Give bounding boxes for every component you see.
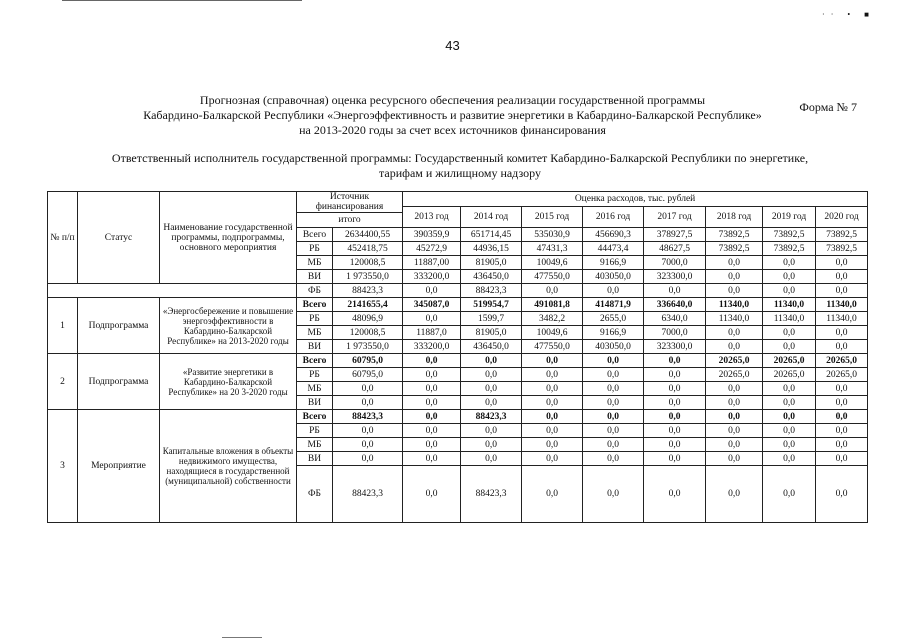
total-cell: 2141655,4 [333, 298, 403, 312]
responsible-line: Ответственный исполнитель государственной программы: Государственный комитет Кабардино-Балкарской Республики по энергетике, [111, 151, 809, 165]
year-value-cell: 0,0 [522, 396, 583, 410]
year-value-cell: 0,0 [816, 382, 868, 396]
year-value-cell: 20265,0 [706, 368, 763, 382]
year-value-cell: 323300,0 [644, 270, 706, 284]
section-name: «Развитие энергетики в Кабардино-Балкарской Республике» на 20 3-2020 годы [160, 354, 297, 410]
year-value-cell: 323300,0 [644, 340, 706, 354]
year-value-cell: 0,0 [816, 284, 868, 298]
year-value-cell: 0,0 [816, 396, 868, 410]
source-cell: Всего [297, 228, 333, 242]
year-value-cell: 20265,0 [706, 354, 763, 368]
year-value-cell: 0,0 [403, 452, 461, 466]
year-value-cell: 0,0 [461, 438, 522, 452]
title-line: Кабардино-Балкарской Республики «Энергоэффективность и развитие энергетики в Кабардино-Балкарской Республике» [143, 108, 762, 122]
total-cell: 60795,0 [333, 368, 403, 382]
year-value-cell: 45272,9 [403, 242, 461, 256]
year-value-cell: 0,0 [816, 340, 868, 354]
year-value-cell: 44473,4 [583, 242, 644, 256]
year-value-cell: 0,0 [403, 410, 461, 424]
year-value-cell: 0,0 [403, 438, 461, 452]
year-value-cell: 0,0 [763, 256, 816, 270]
form-label: Форма № 7 [799, 100, 857, 114]
year-value-cell: 491081,8 [522, 298, 583, 312]
year-value-cell: 11340,0 [706, 298, 763, 312]
year-header: 2020 год [816, 207, 868, 228]
year-value-cell: 11340,0 [763, 312, 816, 326]
year-value-cell: 0,0 [706, 424, 763, 438]
year-value-cell: 0,0 [816, 452, 868, 466]
year-value-cell: 0,0 [583, 354, 644, 368]
header-estimate: Оценка расходов, тыс. рублей [403, 192, 868, 207]
year-value-cell: 0,0 [763, 270, 816, 284]
year-value-cell: 0,0 [706, 438, 763, 452]
year-value-cell: 0,0 [522, 452, 583, 466]
title-line: Прогнозная (справочная) оценка ресурсного обеспечения реализации государственной программы [199, 93, 706, 107]
year-value-cell: 6340,0 [644, 312, 706, 326]
year-value-cell: 20265,0 [816, 354, 868, 368]
year-value-cell: 0,0 [706, 326, 763, 340]
year-value-cell: 0,0 [816, 326, 868, 340]
total-cell: 0,0 [333, 438, 403, 452]
year-value-cell: 10049,6 [522, 326, 583, 340]
source-cell: РБ [297, 368, 333, 382]
source-cell: МБ [297, 382, 333, 396]
source-cell: МБ [297, 438, 333, 452]
resource-table [47, 191, 868, 523]
year-value-cell: 11340,0 [706, 312, 763, 326]
year-value-cell: 456690,3 [583, 228, 644, 242]
year-value-cell: 48627,5 [644, 242, 706, 256]
total-cell: 88423,3 [333, 466, 403, 523]
total-cell: 60795,0 [333, 354, 403, 368]
year-value-cell: 0,0 [583, 452, 644, 466]
scan-edge-mark [62, 0, 302, 3]
year-value-cell: 0,0 [522, 466, 583, 523]
total-cell: 0,0 [333, 424, 403, 438]
year-value-cell: 0,0 [706, 340, 763, 354]
year-value-cell: 9166,9 [583, 326, 644, 340]
year-value-cell: 390359,9 [403, 228, 461, 242]
year-value-cell: 0,0 [816, 438, 868, 452]
year-value-cell: 0,0 [644, 424, 706, 438]
year-value-cell: 0,0 [522, 438, 583, 452]
year-value-cell: 11887,00 [403, 256, 461, 270]
source-cell: Всего [297, 354, 333, 368]
year-value-cell: 403050,0 [583, 270, 644, 284]
year-value-cell: 0,0 [706, 256, 763, 270]
year-value-cell: 88423,3 [461, 410, 522, 424]
year-header: 2015 год [522, 207, 583, 228]
year-value-cell: 535030,9 [522, 228, 583, 242]
year-value-cell: 7000,0 [644, 326, 706, 340]
year-value-cell: 0,0 [403, 312, 461, 326]
year-value-cell: 20265,0 [816, 368, 868, 382]
year-header: 2018 год [706, 207, 763, 228]
total-cell: 88423,3 [333, 410, 403, 424]
header-source: Источник финансирования [297, 192, 403, 213]
year-value-cell: 0,0 [403, 284, 461, 298]
source-cell: МБ [297, 256, 333, 270]
year-value-cell: 2655,0 [583, 312, 644, 326]
year-value-cell: 0,0 [644, 452, 706, 466]
year-value-cell: 0,0 [763, 340, 816, 354]
total-cell: 88423,3 [333, 284, 403, 298]
year-value-cell: 0,0 [583, 410, 644, 424]
year-value-cell: 0,0 [522, 284, 583, 298]
year-header: 2017 год [644, 207, 706, 228]
year-value-cell: 0,0 [763, 382, 816, 396]
source-cell: ФБ [297, 284, 333, 298]
source-cell: МБ [297, 326, 333, 340]
total-cell: 120008,5 [333, 256, 403, 270]
year-value-cell: 9166,9 [583, 256, 644, 270]
year-value-cell: 0,0 [763, 466, 816, 523]
year-value-cell: 0,0 [403, 354, 461, 368]
document-title [100, 93, 805, 138]
year-value-cell: 44936,15 [461, 242, 522, 256]
year-header: 2014 год [461, 207, 522, 228]
year-value-cell: 0,0 [461, 424, 522, 438]
year-value-cell: 0,0 [522, 354, 583, 368]
year-value-cell: 333200,0 [403, 270, 461, 284]
year-value-cell: 0,0 [816, 424, 868, 438]
year-value-cell: 3482,2 [522, 312, 583, 326]
total-cell: 120008,5 [333, 326, 403, 340]
year-value-cell: 0,0 [522, 368, 583, 382]
year-value-cell: 0,0 [522, 410, 583, 424]
year-value-cell: 477550,0 [522, 270, 583, 284]
year-value-cell: 0,0 [706, 382, 763, 396]
scan-footer-mark [222, 637, 262, 638]
year-value-cell: 0,0 [583, 424, 644, 438]
year-header: 2019 год [763, 207, 816, 228]
year-value-cell: 0,0 [706, 466, 763, 523]
section-name: Капитальные вложения в объекты недвижимого имущества, находящиеся в государственной (муниципальной) собственности [160, 410, 297, 523]
year-value-cell: 0,0 [583, 438, 644, 452]
year-value-cell: 436450,0 [461, 270, 522, 284]
year-value-cell: 81905,0 [461, 256, 522, 270]
year-value-cell: 0,0 [763, 424, 816, 438]
year-value-cell: 0,0 [816, 466, 868, 523]
header-status: Статус [78, 192, 160, 284]
year-value-cell: 0,0 [763, 326, 816, 340]
year-value-cell: 88423,3 [461, 284, 522, 298]
scan-corner-marks: ·· • ■ [822, 10, 875, 19]
year-value-cell: 0,0 [763, 438, 816, 452]
year-value-cell: 73892,5 [763, 242, 816, 256]
section-num: 2 [48, 354, 78, 410]
year-value-cell: 336640,0 [644, 298, 706, 312]
table-row [48, 354, 868, 368]
year-value-cell: 0,0 [816, 256, 868, 270]
total-cell: 0,0 [333, 396, 403, 410]
year-value-cell: 1599,7 [461, 312, 522, 326]
section-num: 1 [48, 298, 78, 354]
section-name: «Энергосбережение и повышение энергоэффективности в Кабардино-Балкарской Республике» на 2013-2020 годы [160, 298, 297, 354]
year-value-cell: 0,0 [644, 284, 706, 298]
year-value-cell: 0,0 [461, 382, 522, 396]
year-value-cell: 88423,3 [461, 466, 522, 523]
year-value-cell: 0,0 [403, 368, 461, 382]
source-cell: ВИ [297, 270, 333, 284]
year-value-cell: 11340,0 [816, 298, 868, 312]
year-value-cell: 0,0 [461, 396, 522, 410]
year-header: 2013 год [403, 207, 461, 228]
year-value-cell: 0,0 [583, 396, 644, 410]
year-value-cell: 0,0 [522, 424, 583, 438]
year-value-cell: 0,0 [644, 368, 706, 382]
year-value-cell: 477550,0 [522, 340, 583, 354]
total-cell: 452418,75 [333, 242, 403, 256]
responsible-line: тарифам и жилищному надзору [379, 166, 541, 180]
year-value-cell: 11340,0 [763, 298, 816, 312]
section-status: Подпрограмма [78, 298, 160, 354]
year-value-cell: 0,0 [763, 452, 816, 466]
year-value-cell: 0,0 [706, 396, 763, 410]
year-value-cell: 0,0 [763, 410, 816, 424]
year-value-cell: 0,0 [403, 466, 461, 523]
year-value-cell: 47431,3 [522, 242, 583, 256]
year-value-cell: 10049,6 [522, 256, 583, 270]
year-value-cell: 0,0 [583, 382, 644, 396]
section-status: Подпрограмма [78, 354, 160, 410]
year-value-cell: 651714,45 [461, 228, 522, 242]
total-cell: 2634400,55 [333, 228, 403, 242]
year-value-cell: 0,0 [644, 382, 706, 396]
year-value-cell: 403050,0 [583, 340, 644, 354]
year-value-cell: 11340,0 [816, 312, 868, 326]
year-value-cell: 73892,5 [706, 242, 763, 256]
year-value-cell: 73892,5 [816, 242, 868, 256]
header-name: Наименование государственной программы, подпрограммы, основного мероприятия [160, 192, 297, 284]
total-cell: 48096,9 [333, 312, 403, 326]
blank-cell [48, 284, 297, 298]
year-value-cell: 0,0 [706, 452, 763, 466]
section-status: Мероприятие [78, 410, 160, 523]
year-value-cell: 11887,0 [403, 326, 461, 340]
year-value-cell: 0,0 [403, 424, 461, 438]
year-header: 2016 год [583, 207, 644, 228]
year-value-cell: 414871,9 [583, 298, 644, 312]
total-cell: 0,0 [333, 452, 403, 466]
year-value-cell: 0,0 [644, 466, 706, 523]
total-cell: 1 973550,0 [333, 270, 403, 284]
responsible-executor [60, 151, 860, 181]
table-row [48, 284, 868, 298]
source-cell: РБ [297, 242, 333, 256]
year-value-cell: 0,0 [644, 410, 706, 424]
year-value-cell: 73892,5 [816, 228, 868, 242]
year-value-cell: 0,0 [461, 354, 522, 368]
year-value-cell: 7000,0 [644, 256, 706, 270]
year-value-cell: 0,0 [461, 368, 522, 382]
source-cell: ФБ [297, 466, 333, 523]
year-value-cell: 0,0 [644, 438, 706, 452]
source-cell: ВИ [297, 340, 333, 354]
table-row [48, 410, 868, 424]
year-value-cell: 0,0 [461, 452, 522, 466]
year-value-cell: 0,0 [403, 382, 461, 396]
year-value-cell: 20265,0 [763, 354, 816, 368]
year-value-cell: 0,0 [583, 284, 644, 298]
year-value-cell: 0,0 [763, 284, 816, 298]
header-num: № п/п [48, 192, 78, 284]
total-cell: 0,0 [333, 382, 403, 396]
year-value-cell: 0,0 [816, 270, 868, 284]
year-value-cell: 0,0 [706, 284, 763, 298]
source-cell: ВИ [297, 396, 333, 410]
page-number: 43 [445, 38, 460, 53]
year-value-cell: 436450,0 [461, 340, 522, 354]
year-value-cell: 0,0 [583, 466, 644, 523]
year-value-cell: 0,0 [583, 368, 644, 382]
year-value-cell: 0,0 [644, 354, 706, 368]
header-row [48, 192, 868, 207]
section-num: 3 [48, 410, 78, 523]
year-value-cell: 378927,5 [644, 228, 706, 242]
year-value-cell: 73892,5 [763, 228, 816, 242]
table-row [48, 298, 868, 312]
title-line: на 2013-2020 годы за счет всех источников финансирования [299, 123, 606, 137]
year-value-cell: 0,0 [763, 396, 816, 410]
year-value-cell: 73892,5 [706, 228, 763, 242]
table-body [48, 192, 868, 523]
year-value-cell: 333200,0 [403, 340, 461, 354]
year-value-cell: 0,0 [706, 410, 763, 424]
total-cell: 1 973550,0 [333, 340, 403, 354]
source-cell: ВИ [297, 452, 333, 466]
year-value-cell: 0,0 [816, 410, 868, 424]
source-cell: Всего [297, 298, 333, 312]
year-value-cell: 0,0 [403, 396, 461, 410]
year-value-cell: 0,0 [706, 270, 763, 284]
source-cell: РБ [297, 312, 333, 326]
source-cell: Всего [297, 410, 333, 424]
header-itogo: итого [297, 213, 403, 228]
year-value-cell: 0,0 [522, 382, 583, 396]
year-value-cell: 519954,7 [461, 298, 522, 312]
year-value-cell: 20265,0 [763, 368, 816, 382]
year-value-cell: 0,0 [644, 396, 706, 410]
source-cell: РБ [297, 424, 333, 438]
year-value-cell: 81905,0 [461, 326, 522, 340]
year-value-cell: 345087,0 [403, 298, 461, 312]
